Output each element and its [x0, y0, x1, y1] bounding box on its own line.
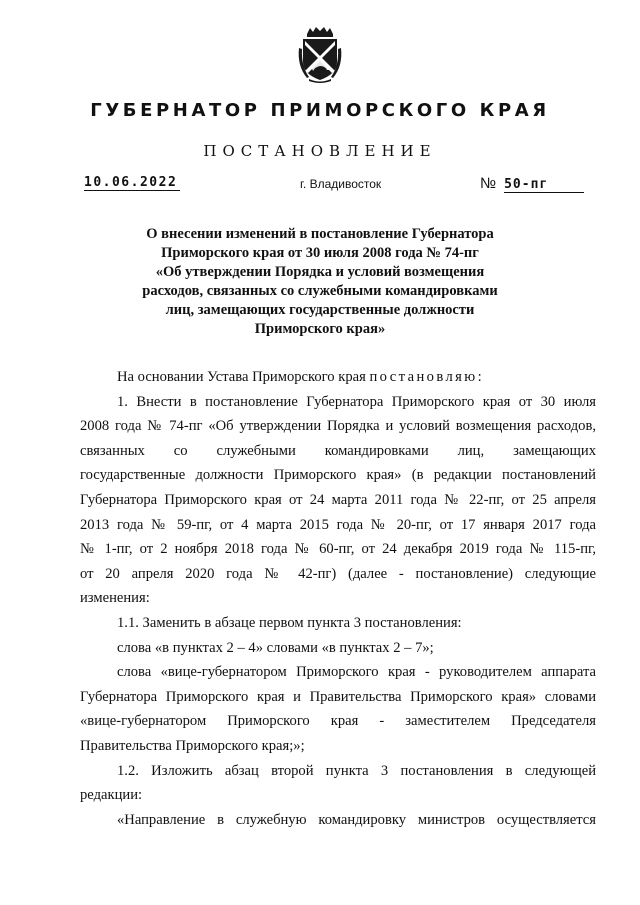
body-line: 2013 года № 59-пг, от 4 марта 2015 года № 20-пг, от 17 января 2017 года	[80, 516, 596, 533]
body-line: 1. Внести в постановление Губернатора Приморского края от 30 июля	[117, 393, 596, 410]
number-sign: №	[480, 175, 497, 192]
body-line: «вице-губернатором Приморского края - заместителем Председателя	[80, 713, 596, 730]
body-line: 2008 года № 74-пг «Об утверждении Порядка и условий возмещения расходов,	[80, 418, 596, 435]
issuer-title: ГУБЕРНАТОР ПРИМОРСКОГО КРАЯ	[90, 100, 550, 121]
preamble-punct: :	[477, 369, 482, 385]
document-number-block	[480, 175, 584, 193]
subject-line: Приморского края»	[254, 321, 386, 337]
body-line: № 1-пг, от 2 ноября 2018 года № 60-пг, от 24 декабря 2019 года № 115-пг,	[80, 541, 596, 558]
body-line: редакции:	[80, 787, 143, 804]
body-line: 1.2. Изложить абзац второй пункта 3 постановления в следующей	[117, 762, 596, 779]
subject-line: Приморского края от 30 июля 2008 года № 74-пг	[161, 245, 479, 261]
body-line: связанных со служебными командировками лиц, замещающих	[80, 442, 596, 459]
document-body	[80, 365, 596, 832]
preamble-decision-word: постановляю	[369, 369, 478, 385]
body-line: изменения:	[80, 590, 150, 607]
body-line: «Направление в служебную командировку министров осуществляется	[117, 811, 596, 828]
subject-line: «Об утверждении Порядка и условий возмещения	[155, 264, 485, 280]
coat-of-arms-emblem	[297, 26, 343, 84]
body-line: слова «вице-губернатором Приморского края - руководителем аппарата	[117, 664, 596, 681]
document-number: 50-пг	[504, 177, 584, 193]
subject-line: лиц, замещающих государственные должности	[165, 302, 475, 318]
document-type: ПОСТАНОВЛЕНИЕ	[203, 142, 437, 160]
document-date: 10.06.2022	[84, 175, 180, 191]
document-meta	[0, 175, 640, 199]
subject-line: О внесении изменений в постановление Губернатора	[146, 226, 494, 242]
document-city: г. Владивосток	[300, 177, 382, 191]
body-line: государственные должности Приморского края» (в редакции постановлений	[80, 467, 596, 484]
preamble	[80, 365, 596, 390]
subject-line: расходов, связанных со служебными командировками	[142, 283, 498, 299]
body-line: от 20 апреля 2020 года № 42-пг) (далее - постановление) следующие	[80, 565, 596, 582]
preamble-text: На основании Устава Приморского края	[117, 369, 370, 385]
body-line: Губернатора Приморского края от 24 марта 2011 года № 22-пг, от 25 апреля	[80, 491, 596, 508]
body-line: слова «в пунктах 2 – 4» словами «в пунктах 2 – 7»;	[117, 639, 434, 656]
body-line: Правительства Приморского края;»;	[80, 737, 305, 754]
body-line: Губернатора Приморского края и Правительства Приморского края» словами	[80, 688, 596, 705]
body-line: 1.1. Заменить в абзаце первом пункта 3 постановления:	[117, 614, 462, 631]
document-subject	[110, 225, 530, 339]
